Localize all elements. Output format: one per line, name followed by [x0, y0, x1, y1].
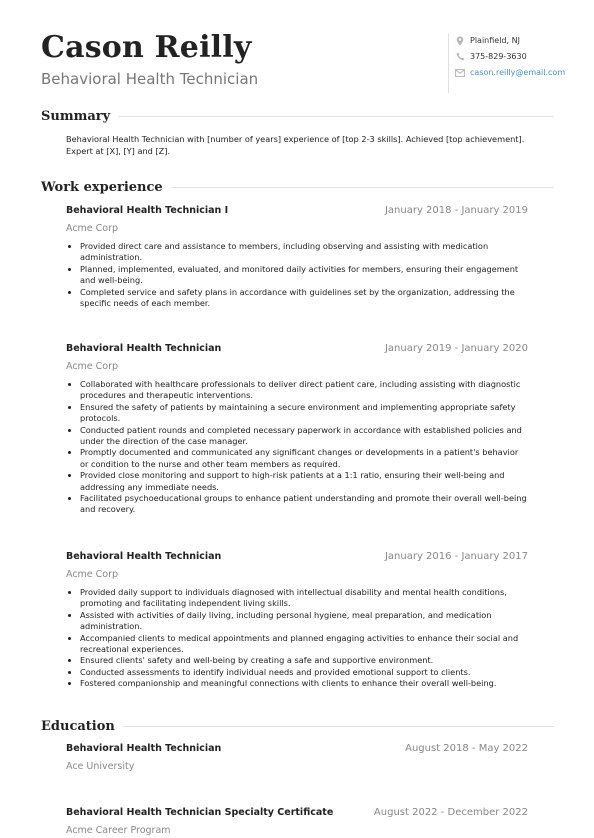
job-bullet: • Ensured the safety of patients by maintaining a secure environment and implementing appropriate safety protocols. [80, 402, 528, 425]
degree-title: Behavioral Health Technician Specialty Certificate [66, 807, 334, 818]
job-bullet: • Facilitated psychoeducational groups to enhance patient understanding and promote their overall well-being and recovery. [80, 493, 528, 516]
job-bullet: • Provided close monitoring and support to high-risk patients at a 1:1 ratio, ensuring their well-being and addressing any immediate needs. [80, 470, 528, 493]
job-bullet: • Conducted assessments to identify individual needs and provided emotional support to clients. [80, 667, 528, 678]
contact-location [455, 33, 594, 48]
map-pin-icon [455, 36, 465, 46]
job-title: Behavioral Health Technician [66, 551, 222, 562]
candidate-name: Cason Reilly [41, 30, 252, 65]
section-divider [118, 116, 554, 117]
job-entry [66, 205, 528, 309]
job-bullets [66, 587, 528, 690]
contact-email[interactable] [455, 65, 594, 80]
location-text: Plainfield, NJ [470, 36, 520, 45]
job-entry [66, 343, 528, 516]
summary-section-header [41, 109, 554, 124]
section-divider [123, 726, 554, 727]
summary-heading: Summary [41, 109, 111, 124]
job-bullet: • Provided direct care and assistance to members, including observing and assisting with medication administration. [80, 241, 528, 264]
job-bullets [66, 379, 528, 516]
job-bullet: • Conducted patient rounds and completed necessary paperwork in accordance with established policies and under the direction of the case manager. [80, 425, 528, 448]
job-company: Acme Corp [66, 361, 119, 372]
email-link[interactable]: cason.reilly@email.com [470, 68, 566, 77]
job-company: Acme Corp [66, 569, 119, 580]
experience-heading: Work experience [41, 180, 163, 195]
job-entry [66, 551, 528, 690]
job-bullet: • Promptly documented and communicated any significant changes or developments in a patient's behavior or condition to the nurse and other team members as required. [80, 447, 528, 470]
phone-icon [455, 52, 465, 61]
education-heading: Education [41, 719, 115, 734]
education-dates: August 2018 - May 2022 [405, 743, 528, 754]
school-name: Ace University [66, 761, 135, 772]
job-dates: January 2016 - January 2017 [384, 551, 528, 562]
education-entry [66, 807, 528, 838]
job-bullet: • Accompanied clients to medical appointments and planned engaging activities to enhance their social and recreational experiences. [80, 633, 528, 656]
job-dates: January 2018 - January 2019 [384, 205, 528, 216]
job-bullet: • Fostered companionship and meaningful connections with clients to enhance their overall well-being. [80, 678, 528, 689]
job-bullet: • Completed service and safety plans in accordance with guidelines set by the organization, addressing the specific needs of each member. [80, 287, 528, 310]
contact-block [448, 33, 594, 93]
education-section-header [41, 719, 554, 734]
job-title: Behavioral Health Technician [66, 343, 222, 354]
job-bullet: • Provided daily support to individuals diagnosed with intellectual disability and mental health conditions, promoting and facilitating independent living skills. [80, 587, 528, 610]
job-company: Acme Corp [66, 223, 119, 234]
contact-phone [455, 49, 594, 64]
summary-text: Behavioral Health Technician with [number of years] experience of [top 2-3 skills]. Achieved [top achievement]. Expert at [X], [Y] and [Z]. [66, 134, 525, 156]
job-bullet: • Ensured clients' safety and well-being by creating a safe and supportive environment. [80, 655, 528, 666]
job-bullet: • Assisted with activities of daily living, including personal hygiene, meal preparation, and medication administration. [80, 610, 528, 633]
education-entry [66, 743, 528, 774]
school-name: Acme Career Program [66, 825, 171, 836]
education-dates: August 2022 - December 2022 [373, 807, 528, 818]
job-bullets [66, 241, 528, 309]
phone-text: 375-829-3630 [470, 52, 527, 61]
job-bullet: • Collaborated with healthcare professionals to deliver direct patient care, including assisting with diagnostic procedures and therapeutic interventions. [80, 379, 528, 402]
experience-section-header [41, 180, 554, 195]
job-dates: January 2019 - January 2020 [384, 343, 528, 354]
candidate-title: Behavioral Health Technician [41, 70, 259, 88]
job-title: Behavioral Health Technician I [66, 205, 229, 216]
degree-title: Behavioral Health Technician [66, 743, 222, 754]
section-divider [171, 187, 554, 188]
envelope-icon [455, 69, 465, 77]
job-bullet: • Planned, implemented, evaluated, and monitored daily activities for members, ensuring their engagement and well-being. [80, 264, 528, 287]
